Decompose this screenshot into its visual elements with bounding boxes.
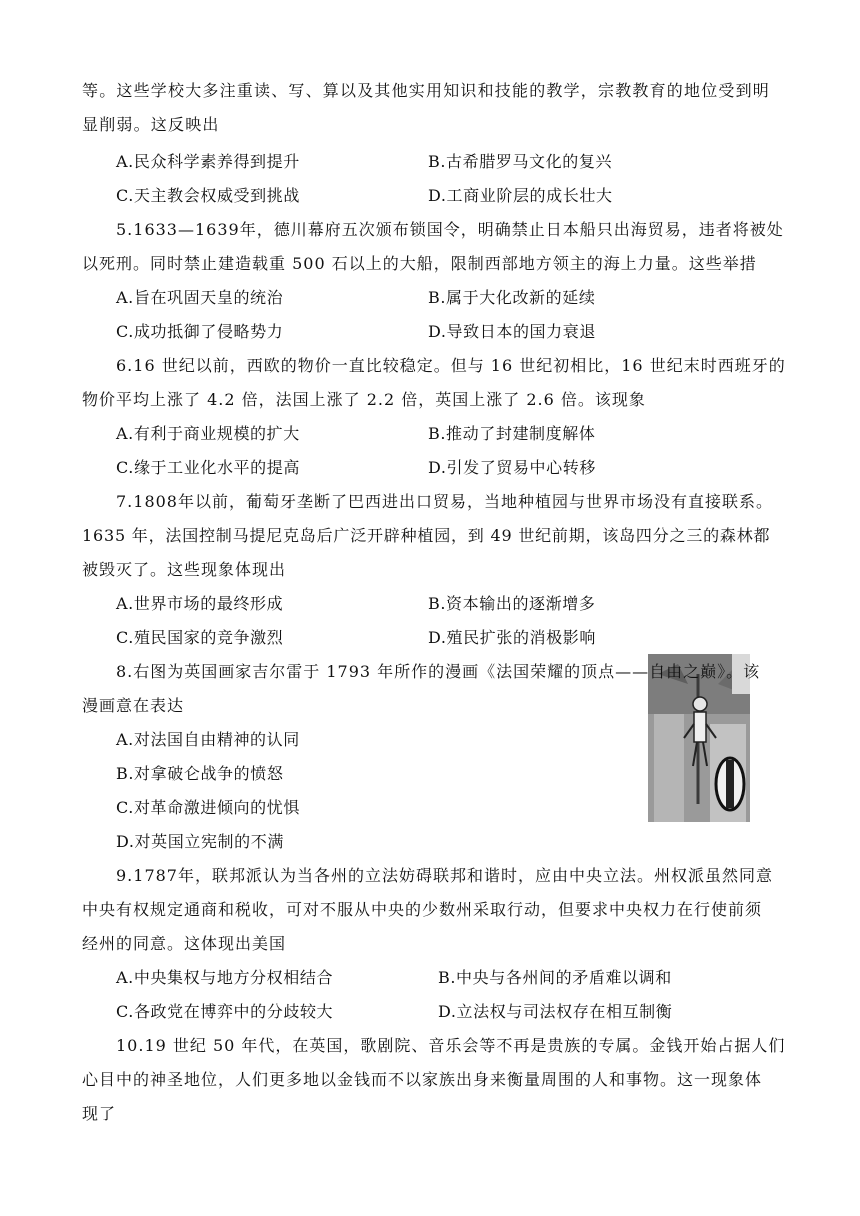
q9-option-c: C.各政党在博弈中的分歧较大	[116, 1002, 334, 1021]
q5-option-a: A.旨在巩固天皇的统治	[116, 288, 284, 307]
q6-option-a: A.有利于商业规模的扩大	[116, 424, 300, 443]
q8-option-d: D.对英国立宪制的不满	[116, 832, 284, 851]
q5-option-d: D.导致日本的国力衰退	[428, 322, 596, 341]
q9-stem-line-1: 9.1787年，联邦派认为当各州的立法妨碍联邦和谐时，应由中央立法。州权派虽然同意	[116, 866, 773, 885]
q8-option-c: C.对革命激进倾向的忧惧	[116, 798, 300, 817]
q6-option-c: C.缘于工业化水平的提高	[116, 458, 300, 477]
intro-line-2: 显削弱。这反映出	[82, 115, 220, 134]
q9-option-d: D.立法权与司法权存在相互制衡	[438, 1002, 673, 1021]
q6-stem-line-2: 物价平均上涨了 4.2 倍，法国上涨了 2.2 倍，英国上涨了 2.6 倍。该现象	[82, 390, 646, 409]
q7-option-d: D.殖民扩张的消极影响	[428, 628, 596, 647]
q4-option-b: B.古希腊罗马文化的复兴	[428, 152, 613, 171]
q10-stem-line-1: 10.19 世纪 50 年代，在英国，歌剧院、音乐会等不再是贵族的专属。金钱开始占据人们	[116, 1036, 786, 1055]
q7-option-b: B.资本输出的逐渐增多	[428, 594, 596, 613]
q9-stem-line-2: 中央有权规定通商和税收，可对不服从中央的少数州采取行动，但要求中央权力在行使前须	[82, 900, 763, 919]
q8-option-b: B.对拿破仑战争的愤怒	[116, 764, 284, 783]
q7-option-a: A.世界市场的最终形成	[116, 594, 284, 613]
q10-stem-line-2: 心目中的神圣地位，人们更多地以金钱而不以家族出身来衡量周围的人和事物。这一现象体	[82, 1070, 763, 1089]
q6-stem-line-1: 6.16 世纪以前，西欧的物价一直比较稳定。但与 16 世纪初相比，16 世纪末时西班牙的	[116, 356, 786, 375]
q5-option-c: C.成功抵御了侵略势力	[116, 322, 284, 341]
q4-option-a: A.民众科学素养得到提升	[116, 152, 300, 171]
q7-stem-line-3: 被毁灭了。这些现象体现出	[82, 560, 287, 579]
q9-option-a: A.中央集权与地方分权相结合	[116, 968, 334, 987]
q5-stem-line-2: 以死刑。同时禁止建造载重 500 石以上的大船，限制西部地方领主的海上力量。这些举措	[82, 254, 757, 273]
q8-stem-line-1: 8.右图为英国画家吉尔雷于 1793 年所作的漫画《法国荣耀的顶点——自由之巅》。该	[116, 662, 761, 681]
q4-option-c: C.天主教会权威受到挑战	[116, 186, 300, 205]
q8-option-a: A.对法国自由精神的认同	[116, 730, 300, 749]
q9-stem-line-3: 经州的同意。这体现出美国	[82, 934, 287, 953]
q5-option-b: B.属于大化改新的延续	[428, 288, 596, 307]
q6-option-d: D.引发了贸易中心转移	[428, 458, 596, 477]
q8-stem-line-2: 漫画意在表达	[82, 696, 185, 715]
q7-option-c: C.殖民国家的竞争激烈	[116, 628, 284, 647]
q5-stem-line-1: 5.1633—1639年，德川幕府五次颁布锁国令，明确禁止日本船只出海贸易，违者将被处	[116, 220, 784, 239]
q7-stem-line-2: 1635 年，法国控制马提尼克岛后广泛开辟种植园，到 49 世纪前期，该岛四分之三的森林都	[82, 526, 771, 545]
q6-option-b: B.推动了封建制度解体	[428, 424, 596, 443]
intro-line-1: 等。这些学校大多注重读、写、算以及其他实用知识和技能的教学，宗教教育的地位受到明	[82, 81, 771, 100]
q4-option-d: D.工商业阶层的成长壮大	[428, 186, 613, 205]
q7-stem-line-1: 7.1808年以前，葡萄牙垄断了巴西进出口贸易，当地种植园与世界市场没有直接联系。	[116, 492, 773, 511]
q10-stem-line-3: 现了	[82, 1104, 117, 1123]
q9-option-b: B.中央与各州间的矛盾难以调和	[438, 968, 672, 987]
